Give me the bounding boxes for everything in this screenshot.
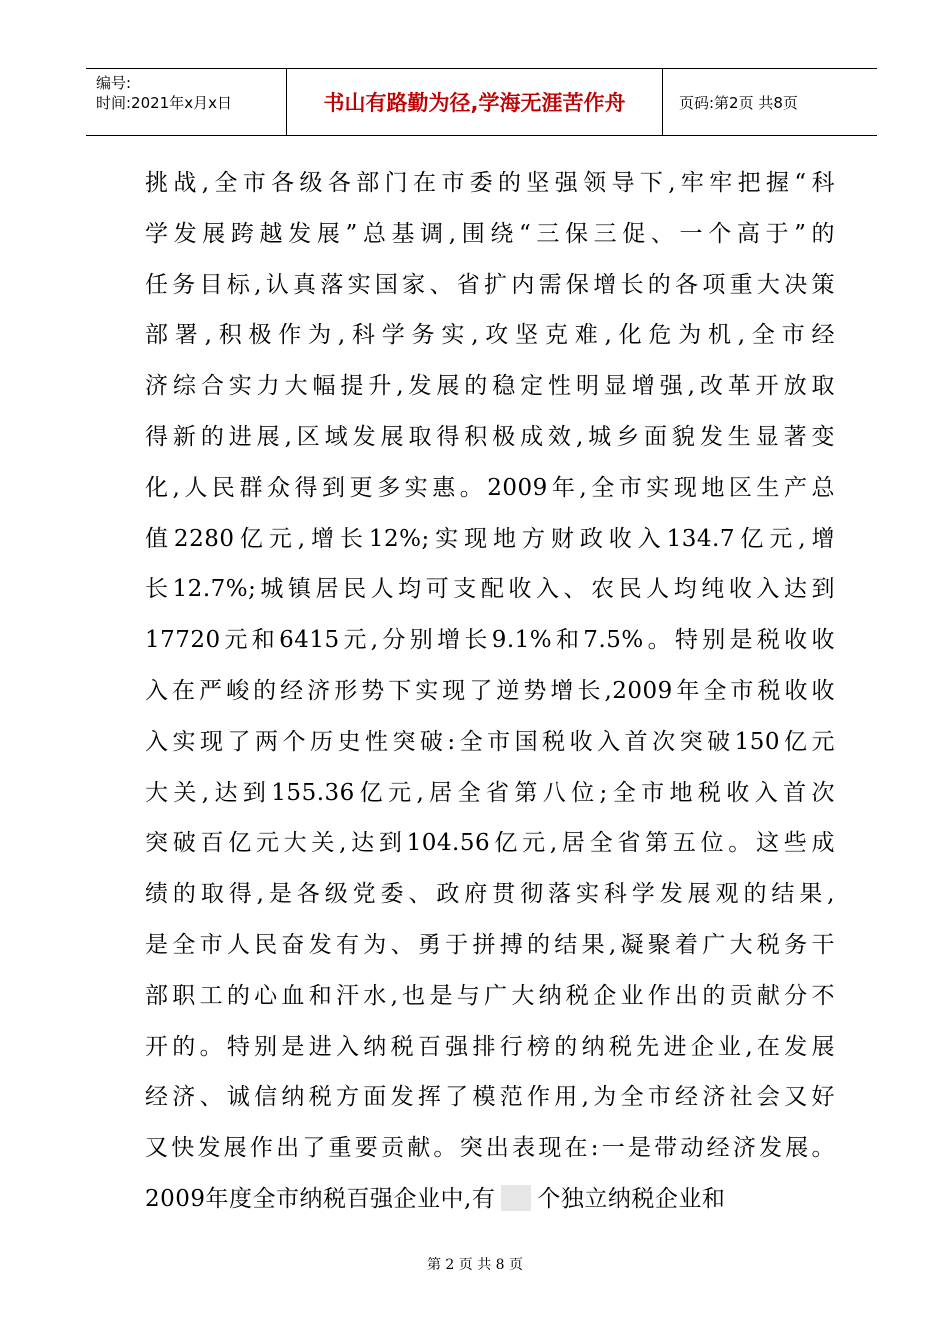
text-line: 部职工的心血和汗水,也是与广大纳税企业作出的贡献分不 [145, 982, 835, 1009]
text-line: 入在严峻的经济形势下实现了逆势增长,2009年全市税收收 [145, 677, 835, 704]
text-line: 化,人民群众得到更多实惠。2009年,全市实现地区生产总 [145, 474, 835, 501]
text-line: 经济、诚信纳税方面发挥了模范作用,为全市经济社会又好 [145, 1084, 835, 1111]
text-line-start: 2009年度全市纳税百强企业中,有 [145, 1185, 496, 1212]
text-line: 开的。特别是进入纳税百强排行榜的纳税先进企业,在发展 [145, 1033, 835, 1060]
text-line: 学发展跨越发展”总基调,围绕“三保三促、一个高于”的 [145, 220, 835, 247]
page-header [86, 68, 877, 136]
text-line-end: 个独立纳税企业和 [537, 1185, 726, 1212]
text-line: 17720元和6415元,分别增长9.1%和7.5%。特别是税收收 [145, 627, 835, 654]
document-number-label: 编号: [96, 74, 132, 92]
document-time-label: 时间:2021年x月x日 [96, 94, 232, 112]
text-line: 是全市人民奋发有为、勇于拼搏的结果,凝聚着广大税务干 [145, 931, 835, 958]
text-line: 值2280亿元,增长12%;实现地方财政收入134.7亿元,增 [145, 525, 835, 552]
header-meta [86, 69, 286, 135]
page-footer: 第 2 页 共 8 页 [426, 1257, 524, 1273]
header-divider [662, 69, 663, 135]
text-line: 济综合实力大幅提升,发展的稳定性明显增强,改革开放取 [145, 373, 835, 400]
body-text [145, 158, 835, 1225]
text-line: 入实现了两个历史性突破:全市国税收入首次突破150亿元 [145, 728, 835, 755]
text-line: 又快发展作出了重要贡献。突出表现在:一是带动经济发展。 [145, 1135, 835, 1162]
text-line: 大关,达到155.36亿元,居全省第八位;全市地税收入首次 [145, 779, 835, 806]
text-line: 得新的进展,区域发展取得积极成效,城乡面貌发生显著变 [145, 423, 835, 450]
header-motto: 书山有路勤为径,学海无涯苦作舟 [323, 91, 626, 115]
text-line-last [145, 1174, 835, 1225]
text-line: 绩的取得,是各级党委、政府贯彻落实科学发展观的结果, [145, 881, 835, 908]
header-page-info: 页码:第2页 共8页 [679, 93, 798, 112]
text-line: 长12.7%;城镇居民人均可支配收入、农民人均纯收入达到 [145, 576, 835, 603]
text-line: 任务目标,认真落实国家、省扩内需保增长的各项重大决策 [145, 271, 835, 298]
text-line: 突破百亿元大关,达到104.56亿元,居全省第五位。这些成 [145, 830, 835, 857]
text-line: 挑战,全市各级各部门在市委的坚强领导下,牢牢把握“科 [145, 170, 835, 196]
text-line: 部署,积极作为,科学务实,攻坚克难,化危为机,全市经 [145, 322, 835, 349]
blank-placeholder [501, 1185, 531, 1211]
